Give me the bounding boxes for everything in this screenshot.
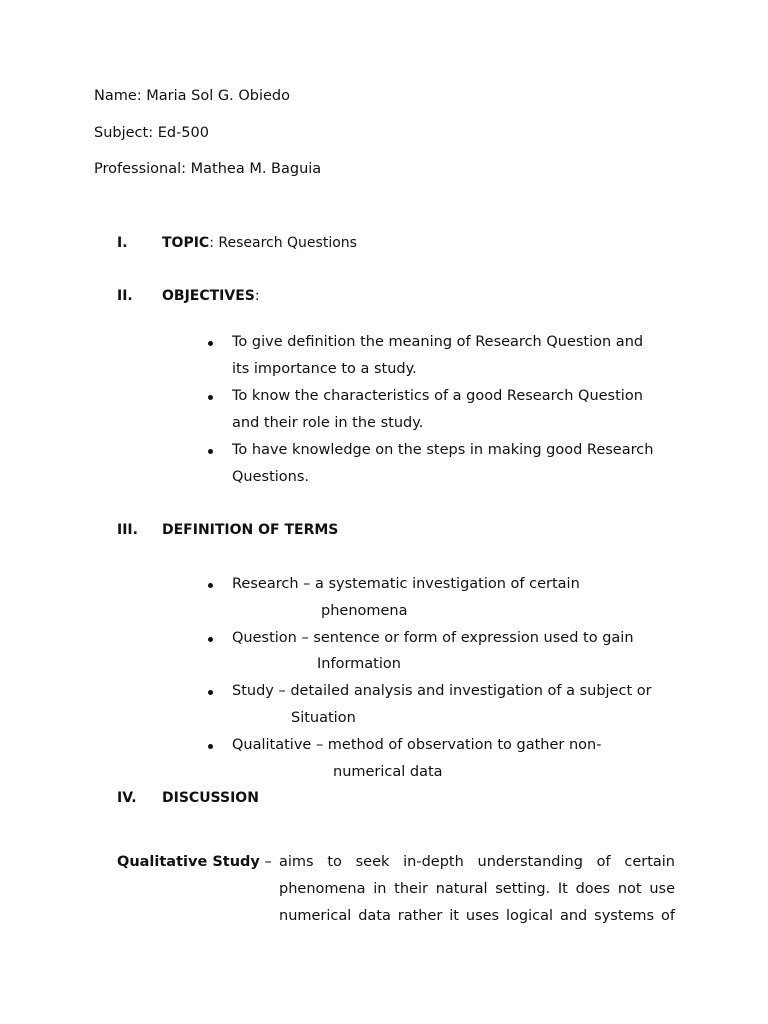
term-line: phenomena [321,603,408,619]
discussion-word: in [373,881,387,897]
discussion-word: systems [594,908,655,924]
discussion-word: numerical [279,908,352,924]
professional-line: Professional: Mathea M. Baguia [94,161,322,177]
objective-line: Questions. [232,469,310,485]
bullet-icon [208,690,213,695]
discussion-line [279,854,675,874]
discussion-word: and [559,908,588,924]
section-title-definitions [162,522,338,538]
objective-line: its importance to a study. [232,361,417,377]
discussion-word: seek [355,854,390,870]
discussion-word: in-depth [403,854,464,870]
discussion-word: setting. [495,881,551,897]
bullet-icon [208,449,213,454]
discussion-word: aims [279,854,314,870]
section-title-bold: TOPIC [162,235,210,251]
term-line: numerical data [333,764,443,780]
section-title-topic [162,235,357,251]
section-title-rest: : [254,288,260,304]
section-number: II. [117,288,133,304]
objective-line: To give definition the meaning of Research Question and [232,334,644,350]
discussion-word: rather [397,908,443,924]
subject-line: Subject: Ed-500 [94,125,209,141]
term-line: Situation [291,710,356,726]
discussion-word: does [575,881,611,897]
term-line: Research – a systematic investigation of certain [232,576,580,592]
term-line: Study – detailed analysis and investigation of a subject or [232,683,652,699]
section-number: IV. [117,790,137,806]
objective-line: To have knowledge on the steps in making good Research [232,442,654,458]
discussion-word: logical [506,908,554,924]
discussion-word: to [327,854,342,870]
bullet-icon [208,583,213,588]
section-title-discussion [162,790,259,806]
discussion-word: It [557,881,568,897]
bullet-icon [208,637,213,642]
section-title-bold: OBJECTIVES [162,288,255,304]
bullet-icon [208,744,213,749]
discussion-word: of [596,854,611,870]
discussion-word: their [394,881,428,897]
discussion-word: use [649,881,675,897]
discussion-word: it [449,908,459,924]
bullet-icon [208,395,213,400]
discussion-word: certain [624,854,675,870]
discussion-term-bold: Qualitative Study [117,854,260,870]
discussion-word: of [661,908,675,924]
bullet-icon [208,341,213,346]
section-number: III. [117,522,138,538]
discussion-word: uses [465,908,500,924]
discussion-dash: – [259,854,272,870]
section-title-bold: DEFINITION OF TERMS [162,522,339,538]
discussion-term [117,854,272,870]
discussion-word: understanding [477,854,583,870]
term-line: Qualitative – method of observation to gather non- [232,737,602,753]
section-title-objectives [162,288,260,304]
term-line: Information [317,656,401,672]
term-line: Question – sentence or form of expression used to gain [232,630,634,646]
discussion-line [279,908,675,928]
section-number: I. [117,235,128,251]
discussion-line [279,881,675,901]
objective-line: To know the characteristics of a good Research Question [232,388,643,404]
section-title-rest: : Research Questions [209,235,357,251]
student-name: Name: Maria Sol G. Obiedo [94,88,290,104]
section-title-bold: DISCUSSION [162,790,259,806]
discussion-word: phenomena [279,881,366,897]
objective-line: and their role in the study. [232,415,424,431]
discussion-word: data [358,908,391,924]
discussion-word: natural [435,881,488,897]
discussion-word: not [617,881,642,897]
